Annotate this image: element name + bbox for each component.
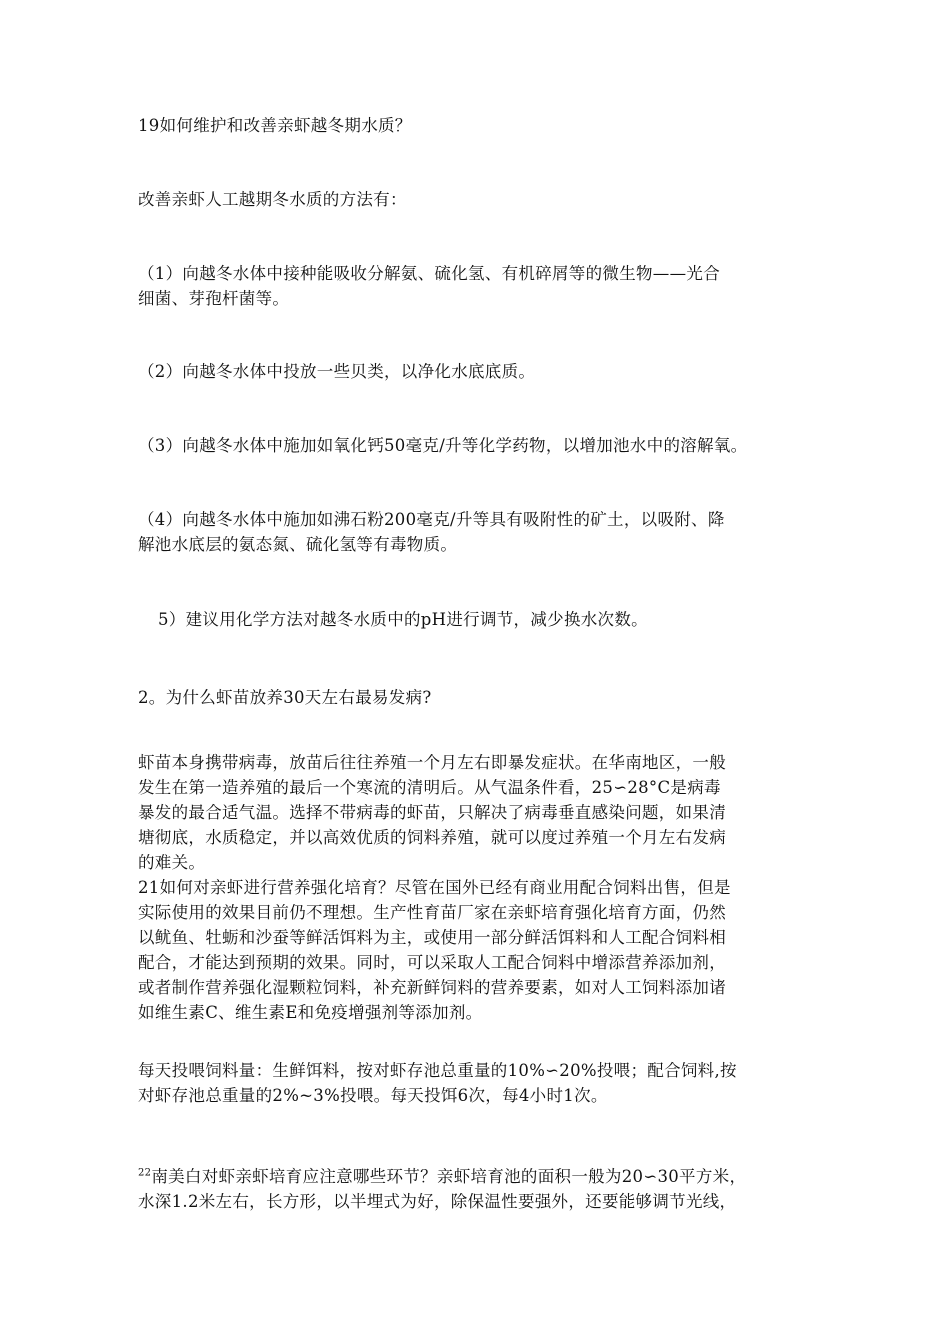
- item-4: （4）向越冬水体中施加如沸石粉200毫克/升等具有吸附性的矿土，以吸附、降 解池水底层的氨态氮、硫化氢等有毒物质。: [138, 510, 725, 554]
- q19-title: 19如何维护和改善亲虾越冬期水质？: [138, 116, 412, 135]
- feeding-paragraph: 每天投喂饲料量：生鲜饵料，按对虾存池总重量的10%∽20%投喂；配合饲料,按 对虾存池总重量的2%~3%投喂。每天投饵6次，每4小时1次。: [138, 1061, 737, 1105]
- q2-title: 2。为什么虾苗放养30天左右最易发病?: [138, 688, 432, 707]
- q22-body: $^{22}$南美白对虾亲虾培育应注意哪些环节？亲虾培育池的面积一般为20∽30平方米， 水深1.2米左右，长方形，以半埋式为好，除保温性要强外，还要能够调节光线，: [138, 1167, 747, 1211]
- q21-body: 21如何对亲虾进行营养强化培育？尽管在国外已经有商业用配合饲料出售，但是 实际使用的效果目前仍不理想。生产性育苗厂家在亲虾培育强化培育方面，仍然 以鱿鱼、牡蛎和沙蚕等鲜活饵料为主，或使用一部分鲜活饵料和人工配合饲料相 配合，才能达到预期的效果。同时，可以采取人工配合饲料中增添营养添加剂， 或者制作营养强化湿颗粒饲料，补充新鲜饲料的营养要素，如对人工饲料添加诸 如维生素C、维生素E和免疫增强剂等添加剂。: [138, 878, 731, 1022]
- item-3: （3）向越冬水体中施加如氧化钙50毫克/升等化学药物，以增加池水中的溶解氧。: [138, 436, 748, 455]
- q2-body: 虾苗本身携带病毒，放苗后往往养殖一个月左右即暴发症状。在华南地区，一般 发生在第一造养殖的最后一个寒流的清明后。从气温条件看，25∽28°C是病毒 暴发的最合适气温。选择不带病毒的虾苗，只解决了病毒垂直感染问题，如果清 塘彻底，水质稳定，并以高效优质的饲料养殖，就可以度过养殖一个月左右发病 的难关。: [138, 753, 726, 872]
- item-2: （2）向越冬水体中投放一些贝类，以净化水底底质。: [138, 362, 536, 381]
- item-1: （1）向越冬水体中接种能吸收分解氨、硫化氢、有机碎屑等的微生物——光合 细菌、芽孢杆菌等。: [138, 264, 720, 308]
- item-5: 5）建议用化学方法对越冬水质中的pH进行调节，减少换水次数。: [158, 610, 648, 629]
- q19-intro: 改善亲虾人工越期冬水质的方法有：: [138, 190, 407, 209]
- footnote-number: 22: [138, 1167, 152, 1179]
